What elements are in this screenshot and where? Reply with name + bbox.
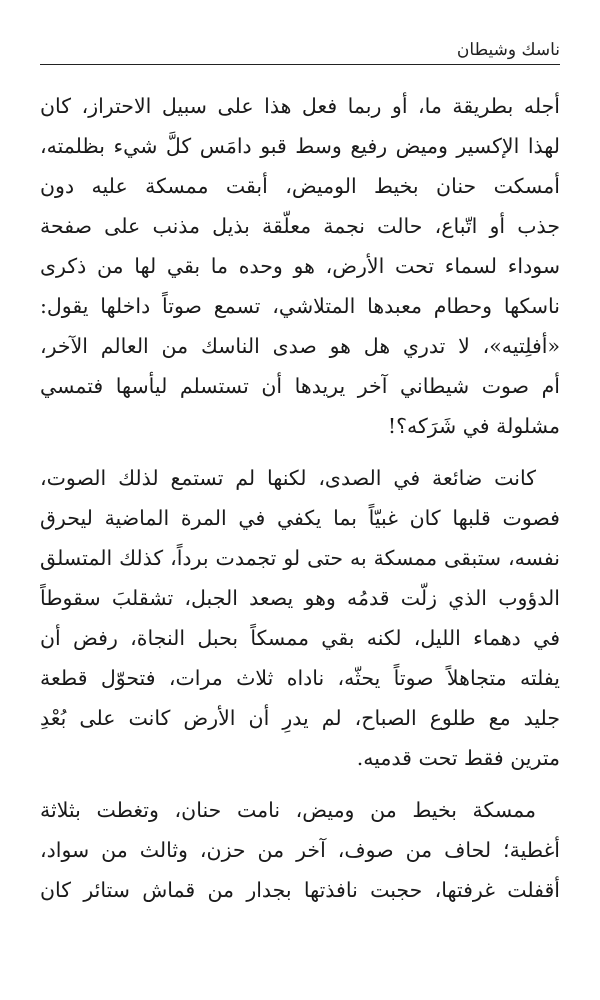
text-line: نفسه، ستبقى ممسكة به حتى لو تجمدت برداً، كذلك المتسلق: [40, 546, 560, 570]
text-line: مشلولة في شَرَكه؟!: [387, 414, 560, 438]
text-line: أمسكت حنان بخيط الوميض، أبقت ممسكة عليه دون: [40, 174, 560, 198]
text-line: كانت ضائعة في الصدى، لكنها لم تستمع لذلك الصوت،: [40, 466, 536, 490]
text-line: جليد مع طلوع الصباح، لم يدرِ أن الأرض كانت على بُعْدِ: [40, 706, 560, 730]
text-line: أقفلت غرفتها، حجبت نافذتها بجدار من قماش ستائر كان: [40, 878, 560, 902]
text-line: مترين فقط تحت قدميه.: [356, 746, 560, 770]
paragraph: [40, 86, 560, 446]
text-line: أجله بطريقة ما، أو ربما فعل هذا على سبيل الاحتراز، كان: [40, 94, 560, 118]
text-line: يفلته متجاهلاً صوتاً يحثّه، ناداه ثلاث مرات، فتحوّل قطعة: [40, 666, 560, 690]
text-line: سوداء لسماء تحت الأرض، هو وحده ما بقي لها من ذكرى: [40, 254, 560, 278]
text-line: فصوت قلبها كان غبيّاً بما يكفي في المرة الماضية ليحرق: [40, 506, 560, 530]
running-header: [40, 38, 560, 65]
text-line: لهذا الإكسير وميض رفيع وسط قبو دامَس كلَّ شيء بظلمته،: [40, 134, 560, 158]
paragraph: [40, 790, 560, 910]
paragraph: [40, 458, 560, 778]
text-line: أغطية؛ لحاف من صوف، آخر من حزن، وثالث من سواد،: [40, 838, 560, 862]
running-title: ناسك وشيطان: [456, 40, 560, 60]
text-line: أم صوت شيطاني آخر يريدها أن تستسلم ليأسها فتمسي: [40, 374, 560, 398]
body-text: [40, 86, 560, 910]
text-line: في دهماء الليل، لكنه بقي ممسكاً بحبل النجاة، رفض أن: [40, 626, 560, 650]
text-line: ناسكها وحطام معبدها المتلاشي، تسمع صوتاً داخلها يقول:: [40, 294, 560, 318]
text-line: «أفلِتيه»، لا تدري هل هو صدى الناسك من العالم الآخر،: [40, 334, 560, 358]
text-line: ممسكة بخيط من وميض، نامت حنان، وتغطت بثلاثة: [40, 798, 536, 822]
text-line: الدؤوب الذي زلّت قدمُه وهو يصعد الجبل، تشقلبَ سقوطاً: [40, 586, 560, 610]
text-line: جذب أو اتّباع، حالت نجمة معلّقة بذيل مذنب على صفحة: [40, 214, 560, 238]
